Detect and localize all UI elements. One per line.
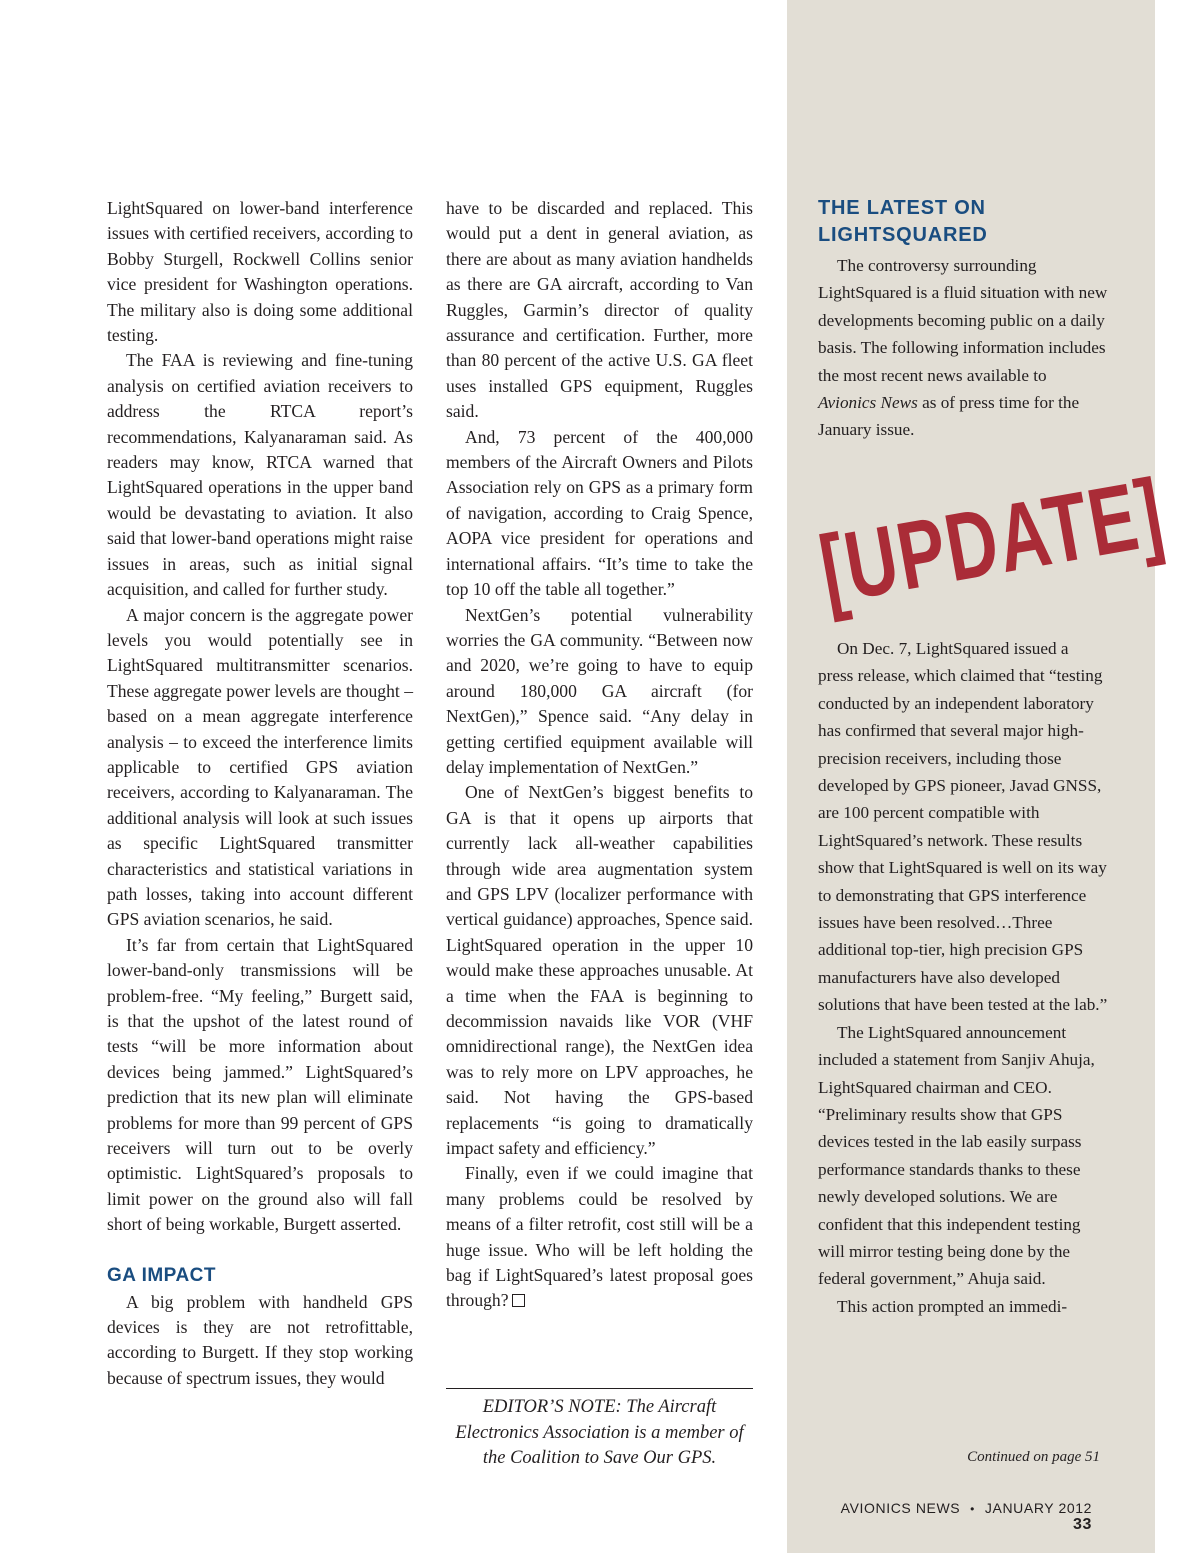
paragraph: One of NextGen’s biggest benefits to GA is that it opens up airports that currently lack all-weather capabilities through wide area augmentation system and GPS LPV (localizer performance with vertical guidance) approaches, Spence said. LightSquared operation in the upper 10 would make these approaches unusable. At a time when the FAA is beginning to decommission navaids like VOR (VHF omnidirectional range), the NextGen idea was to rely more on LPV approaches, he said. Not having the GPS-based replacements “is going to dramatically impact safety and efficiency.” [446,782,753,1159]
continued-on-page: Continued on page 51 [967,1449,1100,1465]
section-heading-ga-impact: GA IMPACT [107,1264,216,1286]
article-column-1 [107,196,413,1391]
sidebar-heading-line-1: THE LATEST ON [818,197,986,219]
paragraph: A major concern is the aggregate power levels you would potentially see in LightSquared multitransmitter scenarios. These aggregate power levels are thought – based on a mean aggregate interference analysis – to exceed the interference limits applicable to certified GPS aviation receivers, according to Kalyanaraman. The additional analysis will look at such issues as specific LightSquared transmitter characteristics and statistical variations in path losses, taking into account different GPS aviation scenarios, he said. [107,604,413,930]
sidebar-paragraph: The LightSquared announcement included a statement from Sanjiv Ahuja, LightSquared chairman and CEO. “Preliminary results show that GPS devices tested in the lab easily surpass performance standards thanks to these newly developed solutions. We are confident that this independent testing will mirror testing being done by the federal government,” Ahuja said. [818,1022,1095,1289]
sidebar-intro-paragraph [818,252,1108,444]
end-mark-square-icon [512,1294,525,1307]
article-column-2 [446,196,753,1314]
paragraph-final-text: Finally, even if we could imagine that many problems could be resolved by means of a filter retrofit, cost still will be a huge issue. Who will be left holding the bag if LightSquared’s latest proposal goes through? [446,1163,753,1311]
paragraph: And, 73 percent of the 400,000 members of the Aircraft Owners and Pilots Association rely on GPS as a primary form of navigation, according to Craig Spence, AOPA vice president for operations and international affairs. “It’s time to take the top 10 off the table all together.” [446,426,753,600]
editor-note: EDITOR’S NOTE: The Aircraft Electronics Association is a member of the Coalition to Save Our GPS. [446,1388,753,1472]
paragraph-final [446,1161,753,1313]
paragraph: It’s far from certain that LightSquared lower-band-only transmissions will be problem-free. “My feeling,” Burgett said, is that the upshot of the latest round of tests “will be more information about devices being jammed.” LightSquared’s prediction that its new plan will eliminate problems for more than 99 percent of GPS receivers will turn out to be overly optimistic. LightSquared’s proposals to limit power on the ground also will fall short of being workable, Burgett asserted. [107,934,413,1235]
page-footer [800,1500,1092,1534]
update-stamp-text: [UPDATE] [812,458,1172,625]
sidebar-paragraph: This action prompted an immedi- [837,1296,1068,1316]
paragraph: The FAA is reviewing and fine-tuning analysis on certified aviation receivers to address the RTCA report’s recommendations, Kalyanaraman said. As readers may know, RTCA warned that LightSquared operations in the upper band would be devastating to aviation. It also said that lower-band operations might raise issues in areas, such as initial signal acquisition, and called for further study. [107,350,413,600]
sidebar-paragraph: On Dec. 7, LightSquared issued a press release, which claimed that “testing conducted by an independent laboratory has confirmed that several major high-precision receivers, including those developed by GPS pioneer, Javad GNSS, are 100 percent compatible with LightSquared’s network. These results show that LightSquared is well on its way to demonstrating that GPS interference issues have been resolved…Three additional top-tier, high precision GPS manufacturers have also developed solutions that have been tested at the lab.” [818,639,1108,1015]
sidebar-intro-text-1: The controversy surrounding LightSquared is a fluid situation with new developments becoming public on a daily basis. The following information includes the most recent news available to [818,256,1108,385]
publication-name-italic: Avionics News [818,393,918,413]
paragraph: have to be discarded and replaced. This would put a dent in general aviation, as there are about as many aviation handhelds as there are GA aircraft, according to Van Ruggles, Garmin’s director of quality assurance and certification. Further, more than 80 percent of the active U.S. GA fleet uses installed GPS equipment, Ruggles said. [446,198,753,422]
sidebar-intro-text-2: as of press time for the January issue. [818,393,1080,440]
sidebar-heading-line-2: LIGHTSQUARED [818,224,988,246]
sidebar-heading [818,195,1108,249]
sidebar-intro [818,252,1108,444]
paragraph: A big problem with handheld GPS devices is they are not retrofittable, according to Burgett. If they stop working because of spectrum issues, they would [107,1291,413,1388]
footer-issue: JANUARY 2012 [984,1500,1092,1516]
paragraph: LightSquared on lower-band interference issues with certified receivers, according to Bobby Sturgell, Rockwell Collins senior vice president for Washington operations. The military also is doing some additional testing. [107,198,413,346]
page-number: 33 [1073,1516,1092,1533]
footer-publication: AVIONICS NEWS [840,1500,961,1516]
sidebar-body [818,635,1108,1320]
footer-separator: • [970,1502,975,1516]
paragraph: NextGen’s potential vulnerability worries the GA community. “Between now and 2020, we’re going to have to equip around 180,000 GA aircraft (for NextGen),” Spence said. “Any delay in getting certified equipment available will delay implementation of NextGen.” [446,604,753,777]
